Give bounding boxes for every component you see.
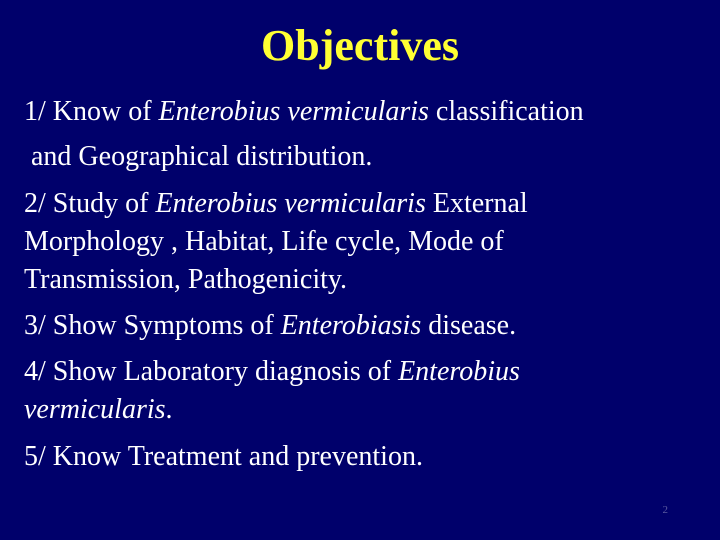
objective-line-8: vermicularis. (24, 394, 173, 425)
objective-line-3: 2/ Study of Enterobius vermicularis External (24, 188, 528, 219)
objective-line-2: and Geographical distribution. (24, 141, 373, 172)
page-number: 2 (662, 504, 668, 516)
slide-title: Objectives (261, 21, 459, 70)
objective-line-6: 3/ Show Symptoms of Enterobiasis disease. (24, 310, 517, 341)
objective-line-5: Transmission, Pathogenicity. (24, 264, 348, 295)
objective-line-1: 1/ Know of Enterobius vermicularis classification (24, 96, 584, 127)
objective-line-7: 4/ Show Laboratory diagnosis of Enterobius (24, 356, 520, 387)
objective-line-9: 5/ Know Treatment and prevention. (24, 441, 423, 472)
objective-line-4: Morphology , Habitat, Life cycle, Mode of (24, 226, 504, 257)
